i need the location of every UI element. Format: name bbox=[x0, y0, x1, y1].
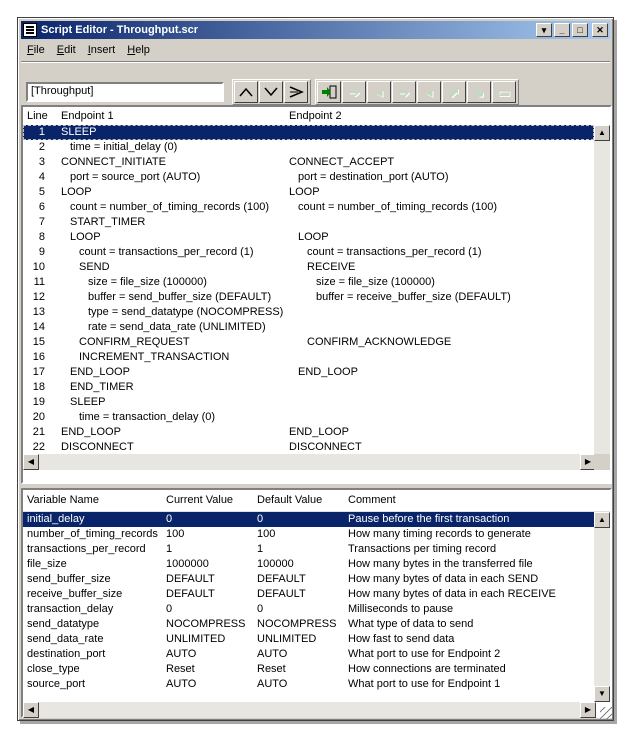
variable-comment: How connections are terminated bbox=[348, 663, 506, 675]
script-line[interactable] bbox=[23, 305, 594, 320]
down-arrow-icon[interactable] bbox=[259, 81, 283, 103]
variables-panel bbox=[21, 488, 612, 718]
window-title: Script Editor - Throughput.scr bbox=[41, 24, 199, 36]
line-number: 14 bbox=[32, 321, 45, 333]
default-value: 1 bbox=[257, 543, 264, 555]
script-line[interactable] bbox=[23, 170, 594, 185]
scroll-corner bbox=[594, 454, 610, 470]
variable-comment: Transactions per timing record bbox=[348, 543, 497, 555]
endpoint2-command[interactable]: LOOP bbox=[298, 231, 329, 243]
maximize-button[interactable]: □ bbox=[572, 23, 588, 37]
line-number: 2 bbox=[38, 141, 45, 153]
line-column-header[interactable]: Line bbox=[27, 110, 48, 122]
default-value: UNLIMITED bbox=[257, 633, 317, 645]
variable-row[interactable] bbox=[23, 557, 594, 572]
line-number: 7 bbox=[38, 216, 45, 228]
endpoint2-command[interactable]: count = transactions_per_record (1) bbox=[307, 246, 482, 258]
variable-row[interactable] bbox=[23, 527, 594, 542]
script-line[interactable] bbox=[23, 260, 594, 275]
navigation-button-group bbox=[232, 79, 311, 105]
line-number: 12 bbox=[32, 291, 45, 303]
variable-name: receive_buffer_size bbox=[27, 588, 123, 600]
variable-comment: What type of data to send bbox=[348, 618, 474, 630]
copy-left-icon[interactable]: ⬊ bbox=[467, 81, 491, 103]
line-number: 10 bbox=[32, 261, 45, 273]
variable-comment: What port to use for Endpoint 2 bbox=[348, 648, 501, 660]
default-value: AUTO bbox=[257, 648, 288, 660]
script-line[interactable] bbox=[23, 395, 594, 410]
script-line[interactable] bbox=[23, 125, 594, 140]
endpoint1-command[interactable]: time = initial_delay (0) bbox=[70, 141, 178, 153]
variable-comment: How fast to send data bbox=[348, 633, 455, 645]
endpoint1-command[interactable]: END_LOOP bbox=[70, 366, 130, 378]
script-line[interactable] bbox=[23, 320, 594, 335]
current-value-column-header[interactable]: Current Value bbox=[166, 494, 234, 506]
endpoint2-command[interactable]: size = file_size (100000) bbox=[316, 276, 435, 288]
toolbar bbox=[21, 61, 610, 101]
move-right-icon[interactable]: ➔ bbox=[342, 81, 366, 103]
endpoint2-command[interactable]: END_LOOP bbox=[289, 426, 349, 438]
current-value: AUTO bbox=[166, 648, 197, 660]
current-value: 0 bbox=[166, 603, 173, 615]
line-number: 3 bbox=[38, 156, 45, 168]
endpoint1-command[interactable]: CONFIRM_REQUEST bbox=[79, 336, 190, 348]
variable-name: send_buffer_size bbox=[27, 573, 111, 585]
default-value: 0 bbox=[257, 603, 264, 615]
endpoint1-command[interactable]: LOOP bbox=[70, 231, 101, 243]
line-number: 21 bbox=[32, 426, 45, 438]
script-panel bbox=[21, 105, 612, 484]
copy-right-icon[interactable]: ⬈ bbox=[442, 81, 466, 103]
menu-help[interactable]: Help bbox=[127, 44, 150, 56]
line-number: 11 bbox=[33, 276, 45, 288]
script-vertical-scrollbar[interactable] bbox=[594, 125, 610, 470]
script-editor-window bbox=[17, 17, 614, 721]
endpoint1-command[interactable]: buffer = send_buffer_size (DEFAULT) bbox=[88, 291, 272, 303]
current-value: 1000000 bbox=[166, 558, 209, 570]
endpoint2-command[interactable]: RECEIVE bbox=[307, 261, 356, 273]
endpoint2-command[interactable]: DISCONNECT bbox=[289, 441, 362, 453]
variable-name: transaction_delay bbox=[27, 603, 114, 615]
minimize-button[interactable]: _ bbox=[554, 23, 570, 37]
variable-name: transactions_per_record bbox=[27, 543, 146, 555]
script-line[interactable] bbox=[23, 155, 594, 170]
default-value: 100000 bbox=[257, 558, 294, 570]
default-value: Reset bbox=[257, 663, 286, 675]
line-number: 15 bbox=[32, 336, 45, 348]
endpoint1-command[interactable]: INCREMENT_TRANSACTION bbox=[79, 351, 230, 363]
variables-scroll-up-button[interactable]: ▲ bbox=[594, 512, 610, 528]
endpoint2-command[interactable]: port = destination_port (AUTO) bbox=[298, 171, 449, 183]
line-number: 20 bbox=[32, 411, 45, 423]
menu-edit[interactable]: Edit bbox=[56, 44, 76, 56]
variable-comment: Pause before the first transaction bbox=[348, 513, 510, 525]
default-value: 0 bbox=[257, 513, 264, 525]
current-value: AUTO bbox=[166, 678, 197, 690]
variable-name: file_size bbox=[27, 558, 67, 570]
default-value: AUTO bbox=[257, 678, 288, 690]
line-number: 18 bbox=[32, 381, 45, 393]
variable-name: source_port bbox=[27, 678, 86, 690]
endpoint1-command[interactable]: SEND bbox=[79, 261, 110, 273]
swap-endpoints-icon[interactable] bbox=[284, 81, 308, 103]
variable-comment: Milliseconds to pause bbox=[348, 603, 454, 615]
endpoint1-command[interactable]: port = source_port (AUTO) bbox=[70, 171, 201, 183]
script-line[interactable] bbox=[23, 365, 594, 380]
script-line[interactable] bbox=[23, 425, 594, 440]
scroll-up-button[interactable]: ▲ bbox=[594, 125, 610, 141]
variables-vertical-scrollbar[interactable] bbox=[594, 512, 610, 702]
variable-name: send_datatype bbox=[27, 618, 100, 630]
script-line[interactable] bbox=[23, 350, 594, 365]
variable-comment: How many bytes in the transferred file bbox=[348, 558, 533, 570]
endpoint2-command[interactable]: END_LOOP bbox=[298, 366, 358, 378]
variable-row[interactable] bbox=[23, 542, 594, 557]
endpoint2-command[interactable]: buffer = receive_buffer_size (DEFAULT) bbox=[316, 291, 511, 303]
move-left-icon[interactable]: ◂ bbox=[367, 81, 391, 103]
endpoint1-command[interactable]: START_TIMER bbox=[70, 216, 146, 228]
delete-icon[interactable]: ▭ bbox=[492, 81, 516, 103]
script-line[interactable] bbox=[23, 140, 594, 155]
variable-row[interactable] bbox=[23, 662, 594, 677]
variable-row[interactable] bbox=[23, 647, 594, 662]
endpoint1-command[interactable]: size = file_size (100000) bbox=[88, 276, 207, 288]
line-number: 8 bbox=[38, 231, 45, 243]
script-line[interactable] bbox=[23, 410, 594, 425]
title-bar[interactable] bbox=[21, 21, 610, 39]
script-line[interactable] bbox=[23, 275, 594, 290]
current-value: UNLIMITED bbox=[166, 633, 226, 645]
variable-name-column-header[interactable]: Variable Name bbox=[27, 494, 99, 506]
line-number: 1 bbox=[38, 126, 45, 138]
variable-row[interactable] bbox=[23, 617, 594, 632]
variable-row[interactable] bbox=[23, 572, 594, 587]
script-line[interactable] bbox=[23, 230, 594, 245]
endpoint1-command[interactable]: END_LOOP bbox=[61, 426, 121, 438]
variable-row[interactable] bbox=[23, 632, 594, 647]
script-line[interactable] bbox=[23, 290, 594, 305]
default-value: 100 bbox=[257, 528, 276, 540]
variable-comment: How many bytes of data in each RECEIVE bbox=[348, 588, 556, 600]
menu-insert[interactable]: Insert bbox=[87, 44, 116, 56]
script-name-field[interactable]: [Throughput] bbox=[26, 82, 224, 102]
endpoint1-command[interactable]: type = send_datatype (NOCOMPRESS) bbox=[88, 306, 284, 318]
variables-list[interactable] bbox=[23, 512, 594, 702]
variable-name: destination_port bbox=[27, 648, 106, 660]
endpoint1-command[interactable]: count = number_of_timing_records (100) bbox=[70, 201, 270, 213]
line-number: 17 bbox=[32, 366, 45, 378]
scroll-left-button[interactable]: ◀ bbox=[23, 454, 39, 470]
script-line[interactable] bbox=[23, 440, 594, 455]
title-menu-button[interactable]: ▾ bbox=[536, 23, 552, 37]
indent-left-icon[interactable]: ◂ bbox=[417, 81, 441, 103]
indent-right-icon[interactable]: ➜ bbox=[392, 81, 416, 103]
command-button-group bbox=[315, 79, 519, 105]
current-value: DEFAULT bbox=[166, 573, 215, 585]
variables-scroll-down-button[interactable]: ▼ bbox=[594, 686, 610, 702]
variable-name: number_of_timing_records bbox=[27, 528, 158, 540]
menu-bar bbox=[21, 41, 156, 59]
current-value: 100 bbox=[166, 528, 185, 540]
endpoint1-command[interactable]: rate = send_data_rate (UNLIMITED) bbox=[88, 321, 266, 333]
endpoint2-command[interactable]: LOOP bbox=[289, 186, 320, 198]
current-value: 0 bbox=[166, 513, 173, 525]
line-number: 22 bbox=[32, 441, 45, 453]
variable-name: close_type bbox=[27, 663, 80, 675]
script-line[interactable] bbox=[23, 215, 594, 230]
script-list[interactable] bbox=[23, 125, 594, 470]
script-line[interactable] bbox=[23, 380, 594, 395]
endpoint2-command[interactable]: CONFIRM_ACKNOWLEDGE bbox=[307, 336, 452, 348]
line-number: 13 bbox=[32, 306, 45, 318]
scroll-right-button[interactable]: ▶ bbox=[580, 454, 596, 470]
variables-horizontal-scrollbar[interactable] bbox=[23, 702, 596, 718]
resize-grip-icon[interactable] bbox=[600, 707, 612, 719]
insert-command-icon[interactable] bbox=[317, 81, 341, 103]
endpoint1-column-header[interactable]: Endpoint 1 bbox=[61, 110, 114, 122]
script-horizontal-scrollbar[interactable] bbox=[23, 454, 596, 470]
line-number: 5 bbox=[38, 186, 45, 198]
endpoint1-command[interactable]: END_TIMER bbox=[70, 381, 134, 393]
current-value: Reset bbox=[166, 663, 195, 675]
line-number: 4 bbox=[38, 171, 45, 183]
endpoint1-command[interactable]: time = transaction_delay (0) bbox=[79, 411, 216, 423]
variables-scroll-left-button[interactable]: ◀ bbox=[23, 702, 39, 718]
variable-comment: What port to use for Endpoint 1 bbox=[348, 678, 501, 690]
script-editor-app-icon[interactable] bbox=[23, 23, 37, 37]
up-arrow-icon[interactable] bbox=[234, 81, 258, 103]
script-header bbox=[23, 107, 610, 125]
endpoint2-command[interactable]: CONNECT_ACCEPT bbox=[289, 156, 395, 168]
line-number: 16 bbox=[32, 351, 45, 363]
variable-comment: How many timing records to generate bbox=[348, 528, 531, 540]
endpoint1-command[interactable]: CONNECT_INITIATE bbox=[61, 156, 166, 168]
current-value: DEFAULT bbox=[166, 588, 215, 600]
script-line[interactable] bbox=[23, 185, 594, 200]
default-value: DEFAULT bbox=[257, 573, 306, 585]
script-line[interactable] bbox=[23, 335, 594, 350]
line-number: 9 bbox=[38, 246, 45, 258]
close-button[interactable]: ✕ bbox=[592, 23, 608, 37]
line-number: 19 bbox=[32, 396, 45, 408]
variable-name: send_data_rate bbox=[27, 633, 104, 645]
default-value: NOCOMPRESS bbox=[257, 618, 337, 630]
endpoint1-command[interactable]: SLEEP bbox=[61, 126, 97, 138]
endpoint2-column-header[interactable]: Endpoint 2 bbox=[289, 110, 342, 122]
current-value: 1 bbox=[166, 543, 173, 555]
line-number: 6 bbox=[38, 201, 45, 213]
script-line[interactable] bbox=[23, 245, 594, 260]
variable-row[interactable] bbox=[23, 587, 594, 602]
menu-file[interactable]: File bbox=[27, 44, 45, 56]
variable-row[interactable] bbox=[23, 512, 594, 527]
variable-name: initial_delay bbox=[27, 513, 85, 525]
endpoint2-command[interactable]: count = number_of_timing_records (100) bbox=[298, 201, 498, 213]
default-value-column-header[interactable]: Default Value bbox=[257, 494, 323, 506]
variable-row[interactable] bbox=[23, 602, 594, 617]
variable-comment: How many bytes of data in each SEND bbox=[348, 573, 539, 585]
current-value: NOCOMPRESS bbox=[166, 618, 246, 630]
endpoint1-command[interactable]: count = transactions_per_record (1) bbox=[79, 246, 254, 258]
endpoint1-command[interactable]: LOOP bbox=[61, 186, 92, 198]
endpoint1-command[interactable]: SLEEP bbox=[70, 396, 106, 408]
endpoint1-command[interactable]: DISCONNECT bbox=[61, 441, 134, 453]
variables-scroll-right-button[interactable]: ▶ bbox=[580, 702, 596, 718]
comment-column-header[interactable]: Comment bbox=[348, 494, 396, 506]
script-line[interactable] bbox=[23, 200, 594, 215]
variable-row[interactable] bbox=[23, 677, 594, 692]
variables-header bbox=[23, 490, 610, 512]
default-value: DEFAULT bbox=[257, 588, 306, 600]
